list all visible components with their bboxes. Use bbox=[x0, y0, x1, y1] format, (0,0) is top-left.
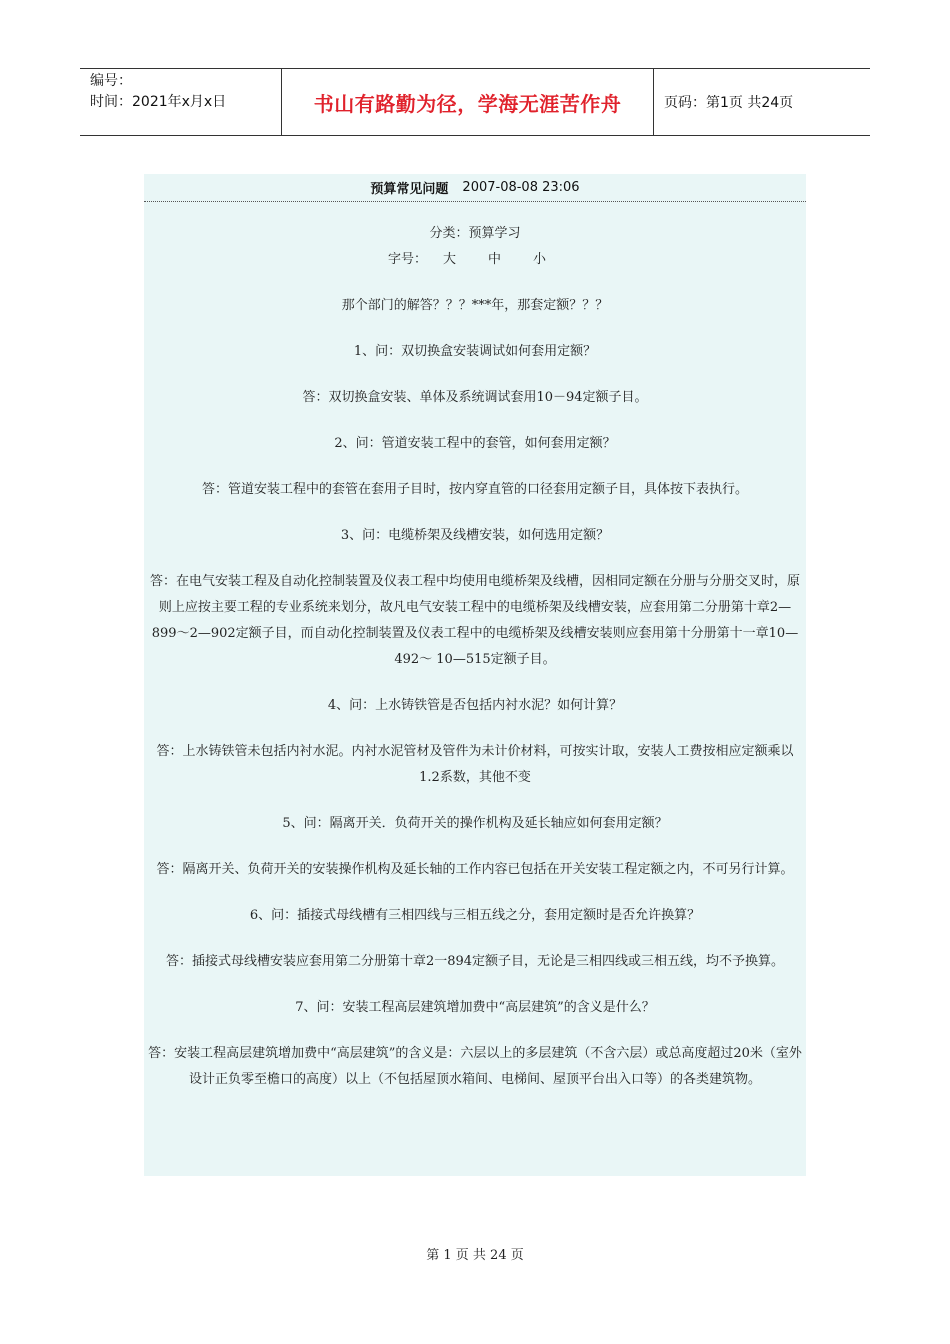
article-title-row bbox=[144, 174, 806, 202]
article-intro: 那个部门的解答？？？***年，那套定额？？？ bbox=[341, 298, 609, 313]
question-4: 4、问：上水铸铁管是否包括内衬水泥？如何计算？ bbox=[327, 698, 623, 713]
page-footer: 第 1 页 共 24 页 bbox=[426, 1248, 524, 1263]
question-5: 5、问：隔离开关．负荷开关的操作机构及延长轴应如何套用定额？ bbox=[282, 816, 668, 831]
header-meta bbox=[80, 69, 282, 135]
question-2: 2、问：管道安装工程中的套管，如何套用定额？ bbox=[334, 436, 616, 451]
question-6: 6、问：插接式母线槽有三相四线与三相五线之分，套用定额时是否允许换算？ bbox=[249, 908, 701, 923]
header-page-info: 页码：第1页 共24页 bbox=[664, 95, 794, 111]
answer-3: 答：在电气安装工程及自动化控制装置及仪表工程中均使用电缆桥架及线槽，因相同定额在分册与分册交叉时，原则上应按主要工程的专业系统来划分，故凡电气安装工程中的电缆桥架及线槽安装，应套用第二分册第十章2—899～2—902定额子目，而自动化控制装置及仪表工程中的电缆桥架及线槽安装则应套用第十分册第十一章10—492～ 10—515定额子目。 bbox=[149, 574, 800, 667]
font-size-label: 字号： bbox=[387, 252, 427, 267]
answer-1: 答：双切换盒安装、单体及系统调试套用10－94定额子目。 bbox=[302, 390, 648, 405]
article-category: 分类：预算学习 bbox=[429, 226, 521, 241]
question-3: 3、问：电缆桥架及线槽安装，如何选用定额？ bbox=[340, 528, 610, 543]
question-1: 1、问：双切换盒安装调试如何套用定额？ bbox=[353, 344, 597, 359]
font-size-selector bbox=[144, 247, 806, 273]
article-datetime: 2007-08-08 23:06 bbox=[462, 180, 580, 195]
header-motto: 书山有路勤为径，学海无涯苦作舟 bbox=[282, 69, 654, 135]
font-size-small-link[interactable]: 小 bbox=[533, 252, 547, 267]
answer-5: 答：隔离开关、负荷开关的安装操作机构及延长轴的工作内容已包括在开关安装工程定额之内，不可另行计算。 bbox=[156, 862, 794, 877]
article-panel bbox=[144, 174, 806, 1176]
answer-7: 答：安装工程高层建筑增加费中“高层建筑”的含义是：六层以上的多层建筑（不含六层）或总高度超过20米（室外设计正负零至檐口的高度）以上（不包括屋顶水箱间、电梯间、屋顶平台出入口等）的各类建筑物。 bbox=[148, 1046, 802, 1087]
document-number-label: 编号： bbox=[90, 73, 132, 89]
document-header bbox=[80, 68, 870, 136]
font-size-medium-link[interactable]: 中 bbox=[488, 252, 502, 267]
answer-2: 答：管道安装工程中的套管在套用子目时，按内穿直管的口径套用定额子目，具体按下表执行。 bbox=[201, 482, 748, 497]
article-title: 预算常见问题 bbox=[370, 182, 449, 197]
answer-6: 答：插接式母线槽安装应套用第二分册第十章2一894定额子目，无论是三相四线或三相五线，均不予换算。 bbox=[165, 954, 785, 969]
article-content bbox=[144, 202, 806, 1093]
question-7: 7、问：安装工程高层建筑增加费中“高层建筑”的含义是什么？ bbox=[295, 1000, 655, 1015]
font-size-large-link[interactable]: 大 bbox=[442, 252, 456, 267]
answer-4: 答：上水铸铁管未包括内衬水泥。内衬水泥管材及管件为未计价材料，可按实计取，安装人工费按相应定额乘以1.2系数，其他不变 bbox=[156, 744, 794, 785]
document-time-label: 时间：2021年x月x日 bbox=[90, 94, 227, 110]
